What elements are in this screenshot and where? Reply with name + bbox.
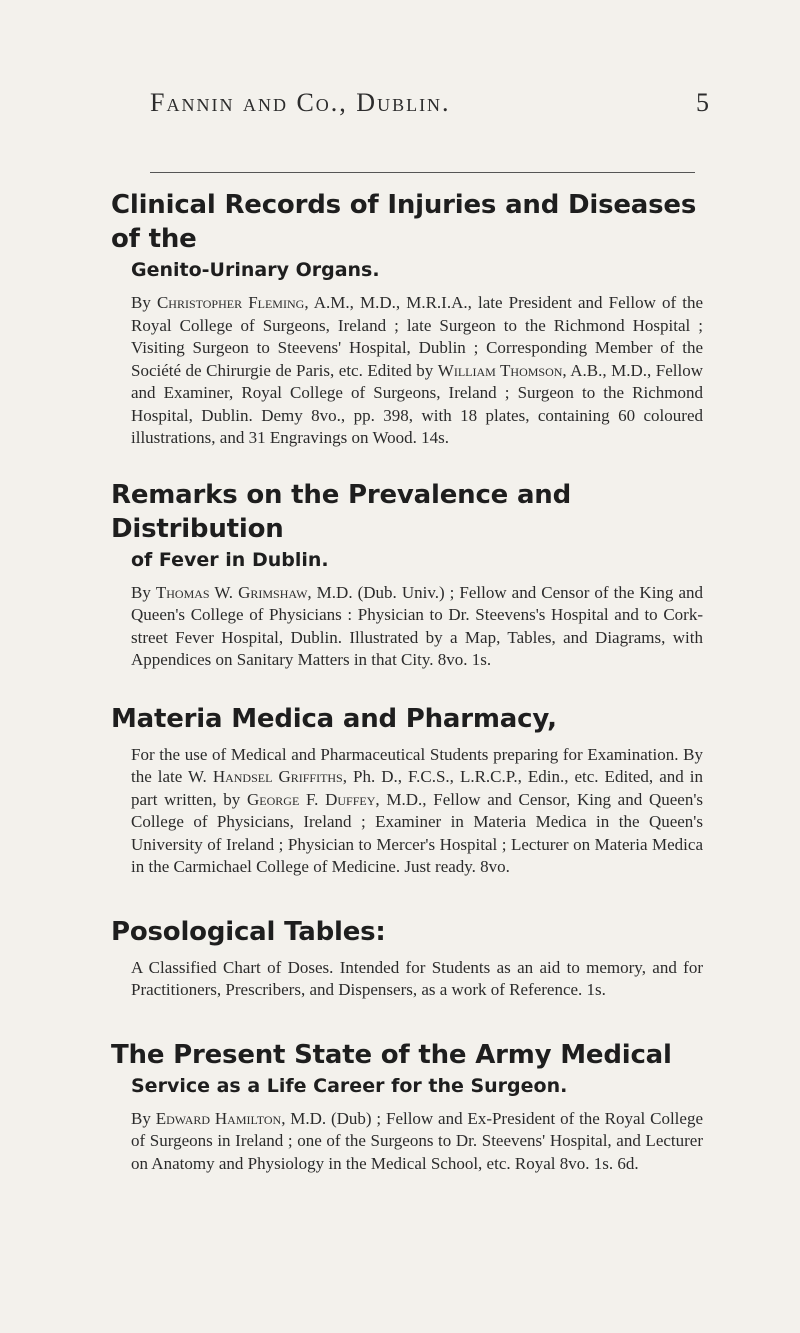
description-text: , M.D. (Dub. Univ.) ; Fellow and Censor of the King and Queen's College of Physicians : Physician to Dr. Steevens's Hospital and to Cork-street Fever Hospital, Dublin. Illustrated by a Map, Tables, and Diagrams, with Appendices on Sanitary Matters in that City. 8vo. 1s. (131, 582, 703, 669)
description-text: , A.M., M.D., M.R.I.A., late President and Fellow of the Royal College of Surgeons, Ireland ; late Surgeon to the Richmond Hospital ; Visiting Surgeon to Steevens' Hospital, Dublin ; Corresponding Member of the Société de Chirurgie de Paris, etc. Edited by (131, 293, 704, 380)
header-rule (150, 172, 695, 173)
description-text: A Classified Chart of Doses. Intended for Students as an aid to memory, and for Practitioners, Prescribers, and Dispensers, as a work of Reference. 1s. (131, 957, 703, 999)
entry-subtitle: Genito-Urinary Organs. (131, 259, 380, 281)
description-text: , A.B., M.D., Fellow and Examiner, Royal College of Surgeons, Ireland ; Surgeon to the Richmond Hospital, Dublin. Demy 8vo., pp. 398, with 18 plates, containing 60 coloured illustrations, and 31 Engravings on Wood. 14s. (131, 360, 704, 447)
description-text: , Ph. D., F.C.S., L.R.C.P., Edin., etc. Edited, and in part written, by (131, 767, 703, 809)
catalogue-entries (111, 188, 703, 1175)
entry-description (131, 744, 703, 879)
entry-title: The Present State of the Army Medical (111, 1039, 672, 1070)
entry-title: Posological Tables: (111, 916, 386, 947)
running-head (150, 88, 710, 118)
entry-title: Materia Medica and Pharmacy, (111, 703, 557, 734)
entry-posological-tables (111, 915, 703, 1002)
description-text: By (131, 582, 156, 602)
author-name: Edward Hamilton (155, 1108, 282, 1128)
entry-description (131, 582, 703, 672)
author-name: George F. Duffey (247, 789, 376, 809)
description-text: , M.D., Fellow and Censor, King and Queen's College of Physicians, Ireland ; Examiner in Materia Medica in the Queen's University of Ireland ; Physician to Mercer's Hospital ; Lecturer on Materia Medica in the Carmichael College of Medicine. Just ready. 8vo. (131, 789, 704, 876)
entry-description (131, 292, 703, 450)
author-name: William Thomson (437, 360, 563, 380)
description-text: , M.D. (Dub) ; Fellow and Ex-President of the Royal College of Surgeons in Ireland ; one of the Surgeons to Dr. Steevens' Hospital, and Lecturer on Anatomy and Physiology in the Medical School, etc. Royal 8vo. 1s. 6d. (131, 1108, 703, 1173)
description-text: By (131, 1108, 156, 1128)
entry-subtitle: of Fever in Dublin. (131, 548, 329, 571)
entry-description (131, 957, 703, 1002)
entry-title: Clinical Records of Injuries and Diseases of the (111, 190, 697, 254)
description-text: By (131, 293, 157, 312)
entry-clinical-records (111, 188, 703, 450)
author-name: Handsel Griffiths (212, 767, 343, 786)
entry-materia-medica (111, 702, 703, 879)
author-name: Christopher Fleming (156, 293, 305, 312)
entry-army-medical-service (111, 1038, 703, 1176)
page-number: 5 (696, 88, 710, 117)
entry-title: Remarks on the Prevalence and Distribution (111, 479, 572, 544)
entry-description (131, 1108, 703, 1176)
entry-subtitle: Service as a Life Career for the Surgeon. (131, 1074, 568, 1097)
description-text: For the use of Medical and Pharmaceutical Students preparing for Examination. By the late W. (131, 744, 703, 786)
entry-fever-remarks (111, 478, 703, 672)
running-title: Fannin and Co., Dublin. (150, 88, 451, 117)
author-name: Thomas W. Grimshaw (155, 582, 308, 602)
